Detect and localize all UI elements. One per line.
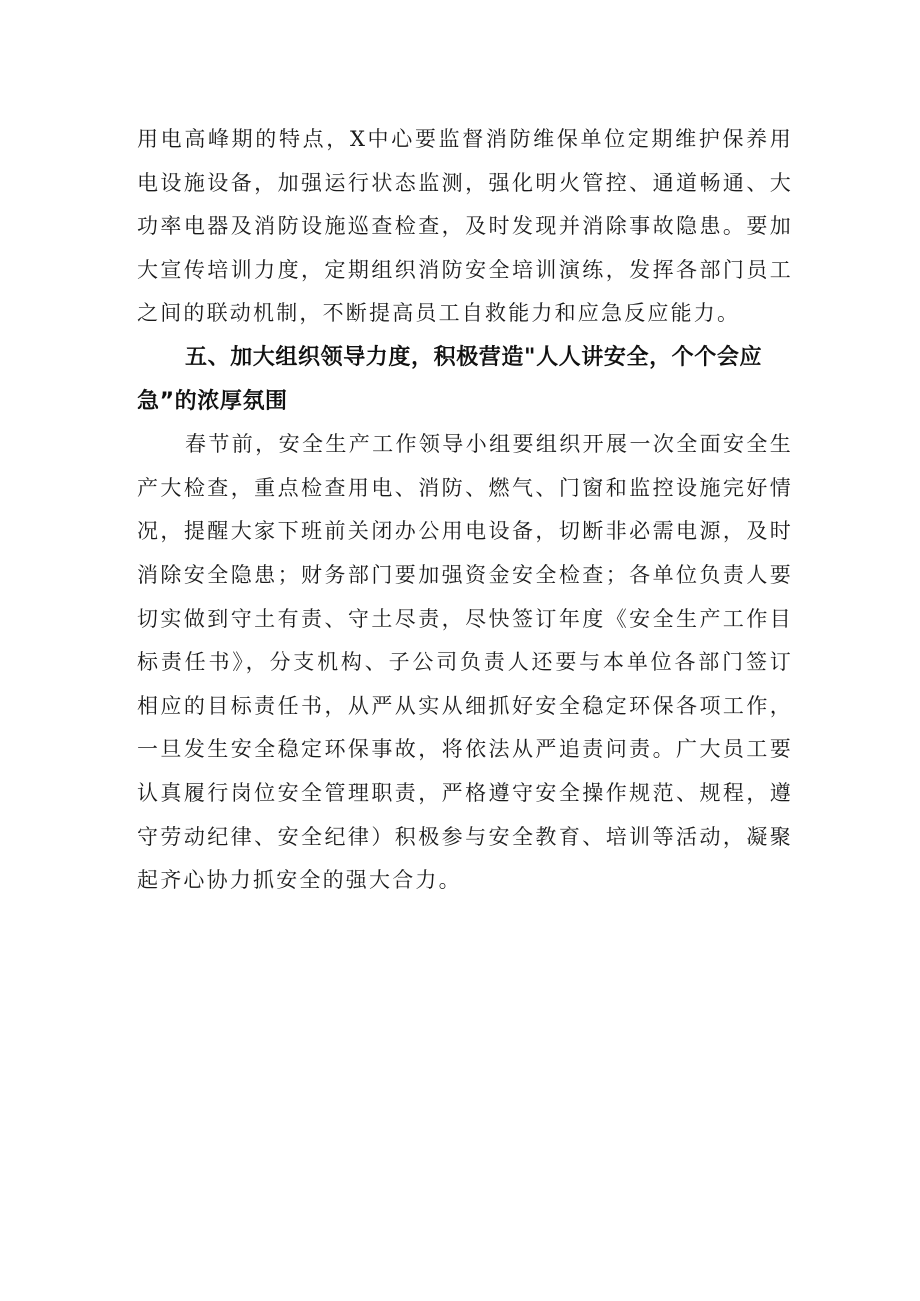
document-body xyxy=(137,118,793,903)
continued-paragraph: 用电高峰期的特点，X中心要监督消防维保单位定期维护保养用电设施设备，加强运行状态监测，强化明火管控、通道畅通、大功率电器及消防设施巡查检查，及时发现并消除事故隐患。要加大宣传培训力度，定期组织消防安全培训演练，发挥各部门员工之间的联动机制，不断提高员工自救能力和应急反应能力。 xyxy=(137,127,793,326)
section-five-paragraph: 春节前，安全生产工作领导小组要组织开展一次全面安全生产大检查，重点检查用电、消防、燃气、门窗和监控设施完好情况，提醒大家下班前关闭办公用电设备，切断非必需电源，及时消除安全隐患；财务部门要加强资金安全检查；各单位负责人要切实做到守土有责、守土尽责，尽快签订年度《安全生产工作目标责任书》，分支机构、子公司负责人还要与本单位各部门签订相应的目标责任书，从严从实从细抓好安全稳定环保各项工作，一旦发生安全稳定环保事故，将依法从严追责问责。广大员工要认真履行岗位安全管理职责，严格遵守安全操作规范、规程，遵守劳动纪律、安全纪律）积极参与安全教育、培训等活动，凝聚起齐心协力抓安全的强大合力。 xyxy=(137,432,793,893)
section-five-heading: 五、加大组织领导力度，积极营造"人人讲安全，个个会应急”的浓厚氛围 xyxy=(137,344,763,414)
